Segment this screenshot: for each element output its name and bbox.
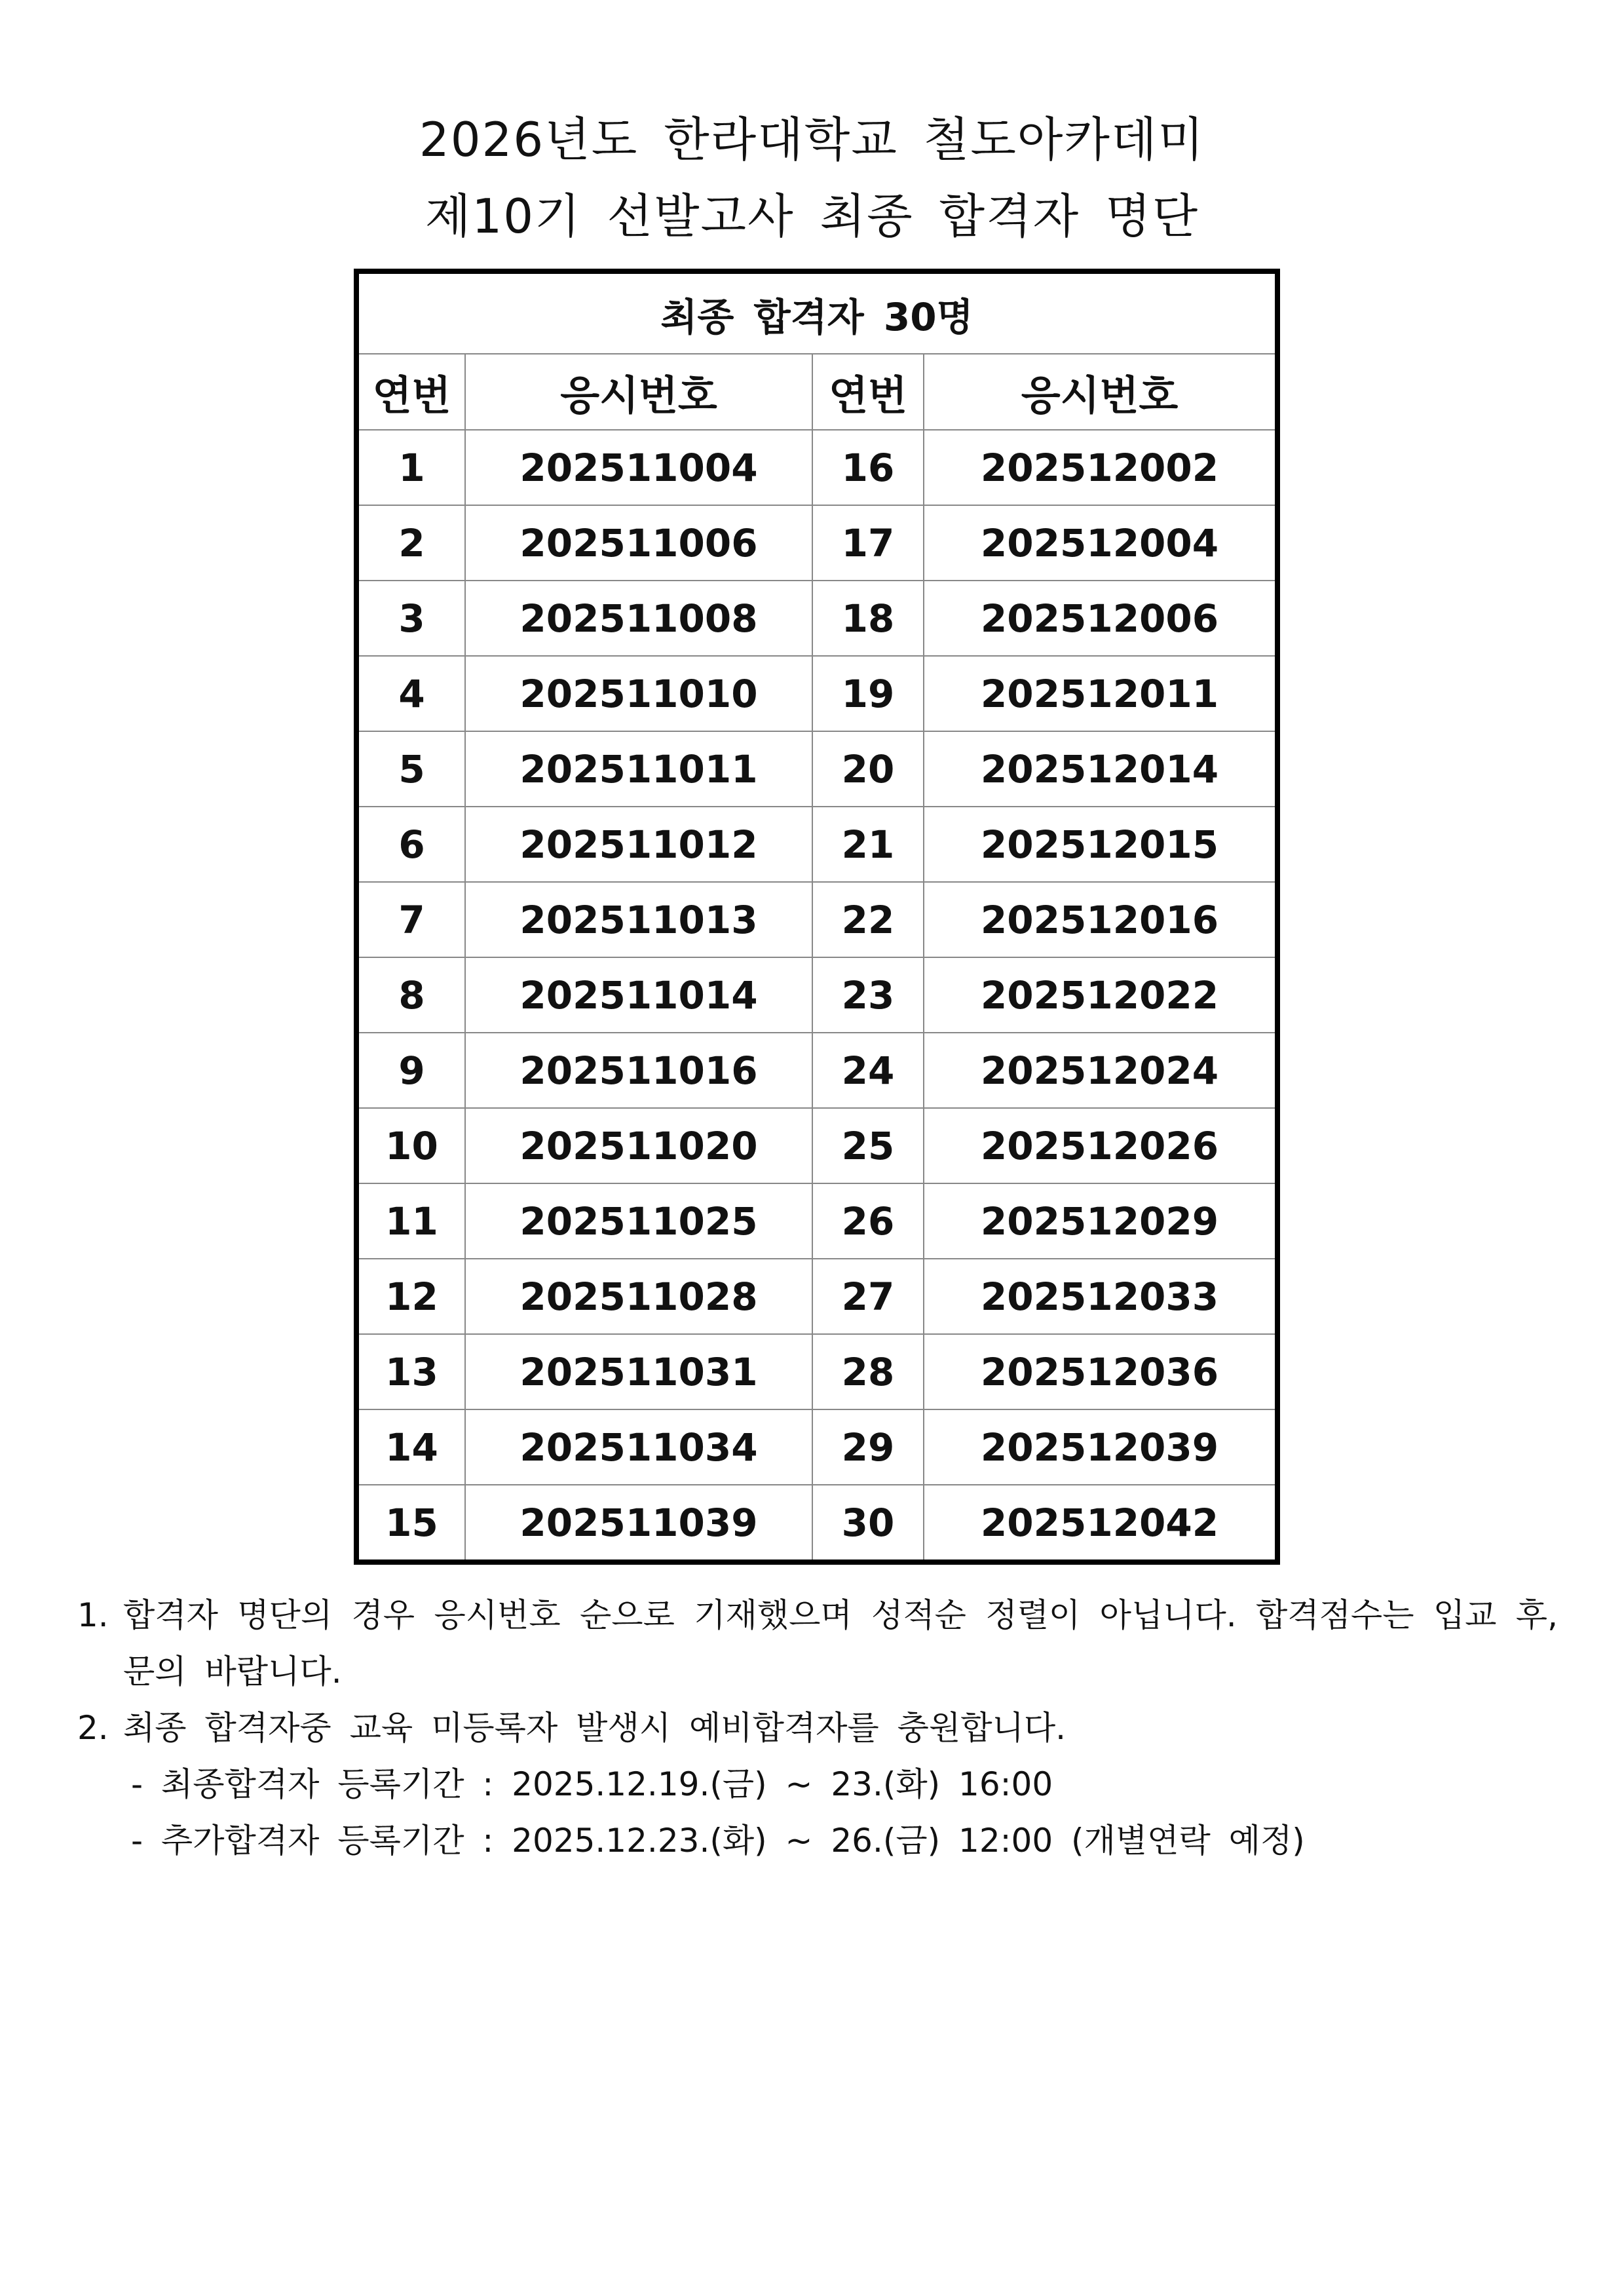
table-row xyxy=(356,807,1277,882)
table-row xyxy=(356,731,1277,807)
final-pass-list-table xyxy=(354,269,1280,1565)
exam-number-cell: 202512024 xyxy=(924,1033,1277,1108)
serial-cell: 9 xyxy=(356,1033,465,1108)
exam-number-cell: 202511031 xyxy=(465,1334,812,1409)
exam-number-cell: 202512002 xyxy=(924,430,1277,505)
column-header-serial: 연번 xyxy=(812,354,924,430)
serial-cell: 10 xyxy=(356,1108,465,1183)
exam-number-cell: 202512006 xyxy=(924,581,1277,656)
exam-number-cell: 202511004 xyxy=(465,430,812,505)
exam-number-cell: 202511034 xyxy=(465,1409,812,1485)
exam-number-cell: 202512015 xyxy=(924,807,1277,882)
table-row xyxy=(356,882,1277,957)
serial-cell: 12 xyxy=(356,1259,465,1334)
table-row xyxy=(356,1334,1277,1409)
note-1-text: 합격자 명단의 경우 응시번호 순으로 기재했으며 성적순 정렬이 아닙니다. 합격점수는 입교 후, 문의 바랍니다. xyxy=(123,1596,1558,1691)
registration-period-additional: - 추가합격자 등록기간 : 2025.12.23.(화) ~ 26.(금) 12:00 (개별연락 예정) xyxy=(131,1822,1305,1860)
serial-cell: 23 xyxy=(812,957,924,1033)
note-1-number: 1. xyxy=(77,1596,109,1634)
serial-cell: 21 xyxy=(812,807,924,882)
table-row xyxy=(356,1183,1277,1259)
exam-number-cell: 202511010 xyxy=(465,656,812,731)
table-caption: 최종 합격자 30명 xyxy=(356,271,1277,354)
exam-number-cell: 202512039 xyxy=(924,1409,1277,1485)
exam-number-cell: 202512004 xyxy=(924,505,1277,581)
table-row xyxy=(356,505,1277,581)
exam-number-cell: 202511012 xyxy=(465,807,812,882)
exam-number-cell: 202512011 xyxy=(924,656,1277,731)
exam-number-cell: 202512014 xyxy=(924,731,1277,807)
serial-cell: 26 xyxy=(812,1183,924,1259)
exam-number-cell: 202511014 xyxy=(465,957,812,1033)
serial-cell: 28 xyxy=(812,1334,924,1409)
exam-number-cell: 202512022 xyxy=(924,957,1277,1033)
table-row xyxy=(356,581,1277,656)
exam-number-cell: 202511020 xyxy=(465,1108,812,1183)
serial-cell: 13 xyxy=(356,1334,465,1409)
serial-cell: 17 xyxy=(812,505,924,581)
serial-cell: 16 xyxy=(812,430,924,505)
serial-cell: 22 xyxy=(812,882,924,957)
exam-number-cell: 202511016 xyxy=(465,1033,812,1108)
registration-period-final: - 최종합격자 등록기간 : 2025.12.19.(금) ~ 23.(화) 16:00 xyxy=(131,1765,1053,1803)
exam-number-cell: 202511006 xyxy=(465,505,812,581)
exam-number-cell: 202511013 xyxy=(465,882,812,957)
note-2 xyxy=(77,1700,1558,1756)
exam-number-cell: 202512036 xyxy=(924,1334,1277,1409)
exam-number-cell: 202511025 xyxy=(465,1183,812,1259)
exam-number-cell: 202511011 xyxy=(465,731,812,807)
serial-cell: 1 xyxy=(356,430,465,505)
serial-cell: 11 xyxy=(356,1183,465,1259)
note-2-number: 2. xyxy=(77,1709,109,1747)
exam-number-cell: 202512033 xyxy=(924,1259,1277,1334)
table-row xyxy=(356,1485,1277,1562)
exam-number-cell: 202512029 xyxy=(924,1183,1277,1259)
serial-cell: 19 xyxy=(812,656,924,731)
serial-cell: 6 xyxy=(356,807,465,882)
exam-number-cell: 202511028 xyxy=(465,1259,812,1334)
exam-number-cell: 202512042 xyxy=(924,1485,1277,1562)
note-1 xyxy=(77,1587,1558,1700)
exam-number-cell: 202512026 xyxy=(924,1108,1277,1183)
exam-number-cell: 202512016 xyxy=(924,882,1277,957)
serial-cell: 5 xyxy=(356,731,465,807)
serial-cell: 14 xyxy=(356,1409,465,1485)
serial-cell: 15 xyxy=(356,1485,465,1562)
table-row xyxy=(356,656,1277,731)
serial-cell: 2 xyxy=(356,505,465,581)
table-row xyxy=(356,1108,1277,1183)
serial-cell: 30 xyxy=(812,1485,924,1562)
serial-cell: 4 xyxy=(356,656,465,731)
column-header-serial: 연번 xyxy=(356,354,465,430)
table-row xyxy=(356,1409,1277,1485)
serial-cell: 7 xyxy=(356,882,465,957)
serial-cell: 24 xyxy=(812,1033,924,1108)
table-row xyxy=(356,1259,1277,1334)
table-row xyxy=(356,957,1277,1033)
exam-number-cell: 202511039 xyxy=(465,1485,812,1562)
column-header-exam-number: 응시번호 xyxy=(924,354,1277,430)
serial-cell: 20 xyxy=(812,731,924,807)
table-row xyxy=(356,1033,1277,1108)
serial-cell: 18 xyxy=(812,581,924,656)
column-header-exam-number: 응시번호 xyxy=(465,354,812,430)
serial-cell: 27 xyxy=(812,1259,924,1334)
serial-cell: 3 xyxy=(356,581,465,656)
document-title-line-2: 제10기 선발고사 최종 합격자 명단 xyxy=(425,189,1199,244)
table-row xyxy=(356,430,1277,505)
document-title-line-1: 2026년도 한라대학교 철도아카데미 xyxy=(419,112,1205,167)
serial-cell: 8 xyxy=(356,957,465,1033)
serial-cell: 29 xyxy=(812,1409,924,1485)
exam-number-cell: 202511008 xyxy=(465,581,812,656)
notes-section xyxy=(77,1587,1558,1869)
serial-cell: 25 xyxy=(812,1108,924,1183)
note-2-text: 최종 합격자중 교육 미등록자 발생시 예비합격자를 충원합니다. xyxy=(123,1709,1067,1747)
